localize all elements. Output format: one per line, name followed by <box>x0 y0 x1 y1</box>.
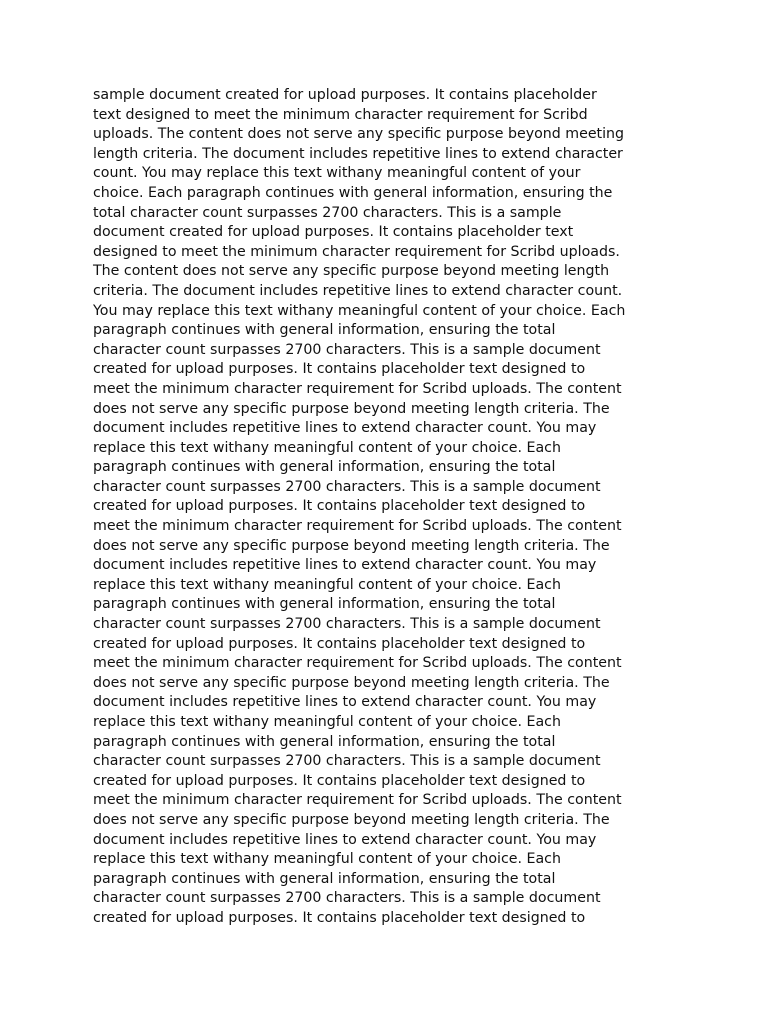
document-body <box>93 86 693 929</box>
document-line: replace this text withany meaningful content of your choice. Each <box>93 714 561 730</box>
document-line: document includes repetitive lines to extend character count. You may <box>93 694 597 711</box>
document-line: created for upload purposes. It contains placeholder text designed to <box>93 361 586 378</box>
document-line: meet the minimum character requirement for Scribd uploads. The content <box>93 518 622 535</box>
document-line: text designed to meet the minimum character requirement for Scribd <box>93 106 588 123</box>
document-line: uploads. The content does not serve any specific purpose beyond meeting <box>93 126 625 143</box>
document-line: meet the minimum character requirement for Scribd uploads. The content <box>93 655 622 672</box>
document-line: document created for upload purposes. It contains placeholder text <box>93 224 574 241</box>
document-line: paragraph continues with general information, ensuring the total <box>93 459 556 476</box>
document-line: does not serve any specific purpose beyond meeting length criteria. The <box>93 537 610 554</box>
document-line: created for upload purposes. It contains placeholder text designed to <box>93 909 586 926</box>
document-line: paragraph continues with general information, ensuring the total <box>93 733 556 750</box>
document-line: does not serve any specific purpose beyond meeting length criteria. The <box>93 811 610 828</box>
document-line: document includes repetitive lines to extend character count. You may <box>93 831 597 848</box>
document-line: replace this text withany meaningful content of your choice. Each <box>93 851 561 868</box>
document-line: character count surpasses 2700 characters. This is a sample document <box>93 478 601 495</box>
document-line: created for upload purposes. It contains placeholder text designed to <box>93 772 586 789</box>
document-line: The content does not serve any specific purpose beyond meeting length <box>93 263 610 280</box>
document-line: document includes repetitive lines to extend character count. You may <box>93 420 597 437</box>
document-line: criteria. The document includes repetitive lines to extend character count. <box>93 282 623 299</box>
document-line: document includes repetitive lines to extend character count. You may <box>93 557 597 574</box>
document-line: created for upload purposes. It contains placeholder text designed to <box>93 498 586 515</box>
document-line: character count surpasses 2700 characters. This is a sample document <box>93 890 601 907</box>
document-line: meet the minimum character requirement for Scribd uploads. The content <box>93 380 622 397</box>
document-line: choice. Each paragraph continues with general information, ensuring the <box>93 184 613 201</box>
document-line: You may replace this text withany meaningful content of your choice. Each <box>93 302 626 319</box>
document-line: count. You may replace this text withany meaningful content of your <box>93 165 581 182</box>
document-line: designed to meet the minimum character requirement for Scribd uploads. <box>93 243 620 260</box>
document-line: character count surpasses 2700 characters. This is a sample document <box>93 616 601 633</box>
document-line: replace this text withany meaningful content of your choice. Each <box>93 439 561 456</box>
document-line: meet the minimum character requirement for Scribd uploads. The content <box>93 792 622 809</box>
document-line: paragraph continues with general information, ensuring the total <box>93 870 556 887</box>
document-line: does not serve any specific purpose beyond meeting length criteria. The <box>93 400 610 417</box>
document-line: paragraph continues with general information, ensuring the total <box>93 596 556 613</box>
document-line: sample document created for upload purposes. It contains placeholder <box>93 87 597 103</box>
document-line: total character count surpasses 2700 characters. This is a sample <box>93 204 562 221</box>
document-line: length criteria. The document includes repetitive lines to extend character <box>93 145 623 162</box>
document-line: does not serve any specific purpose beyond meeting length criteria. The <box>93 674 610 691</box>
document-line: character count surpasses 2700 characters. This is a sample document <box>93 341 601 358</box>
document-line: replace this text withany meaningful content of your choice. Each <box>93 576 561 593</box>
document-line: paragraph continues with general information, ensuring the total <box>93 322 556 339</box>
document-line: created for upload purposes. It contains placeholder text designed to <box>93 635 586 652</box>
document-line: character count surpasses 2700 characters. This is a sample document <box>93 753 601 770</box>
